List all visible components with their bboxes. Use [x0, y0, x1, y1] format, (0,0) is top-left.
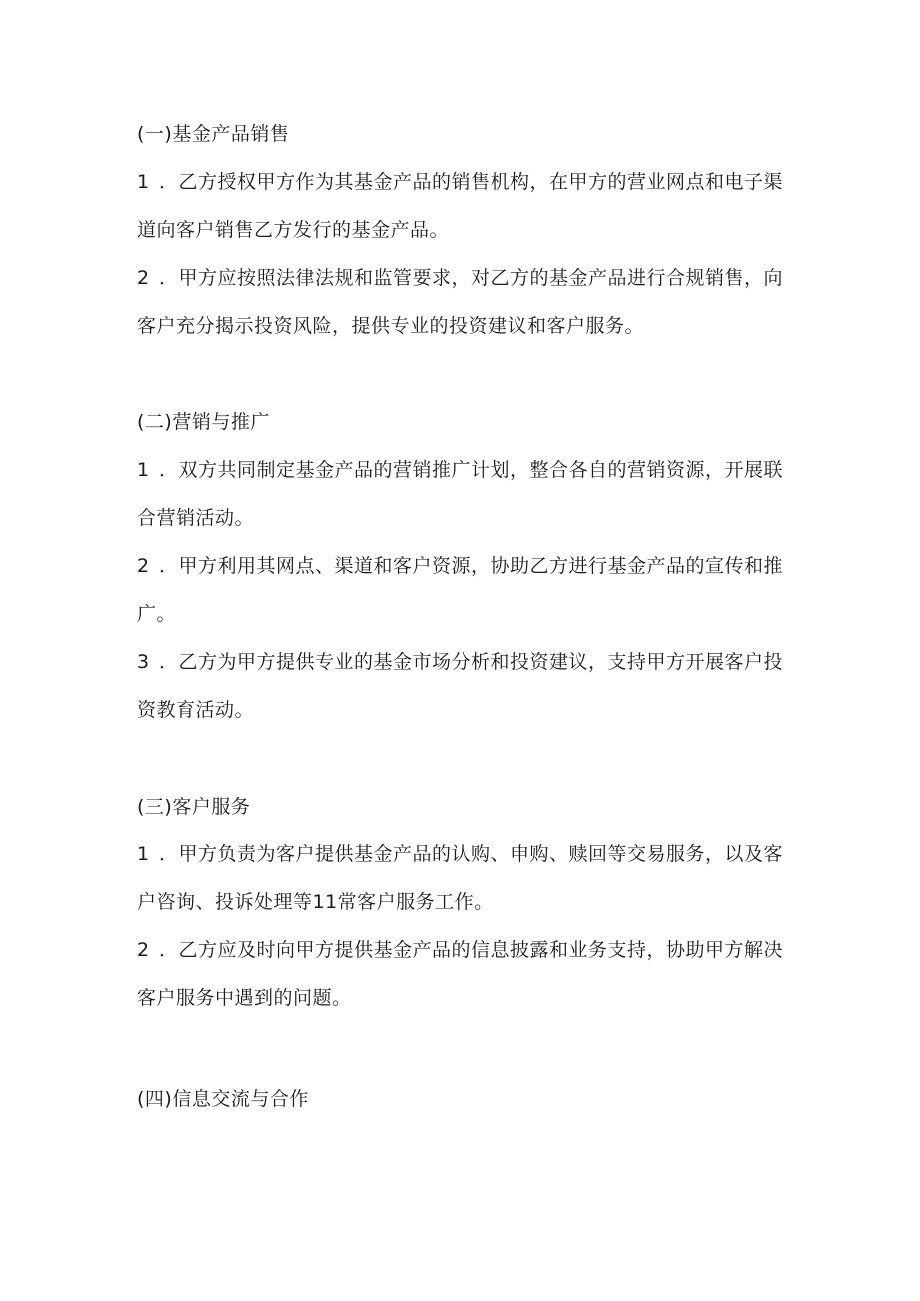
item-number: 1 [137, 843, 150, 865]
item-number: 2 [137, 267, 150, 289]
section-heading-2: (二)营销与推广 [137, 411, 270, 433]
item-text: ．甲方负责为客户提供基金产品的认购、申购、赎回等交易服务，以及客户咨询、投诉处理等11常客户服务工作。 [137, 843, 784, 913]
item-text: ．双方共同制定基金产品的营销推广计划，整合各自的营销资源，开展联合营销活动。 [137, 459, 784, 529]
item-number: 1 [137, 171, 150, 193]
section-heading-4: (四)信息交流与合作 [137, 1088, 309, 1110]
section-2-item-2 [137, 542, 787, 638]
section-3-item-2 [137, 926, 787, 1022]
section-heading-1: (一)基金产品销售 [137, 123, 290, 145]
item-text: ．甲方利用其网点、渠道和客户资源，协助乙方进行基金产品的宣传和推广。 [137, 555, 784, 625]
item-number: 2 [137, 555, 150, 577]
item-text: ．乙方应及时向甲方提供基金产品的信息披露和业务支持，协助甲方解决客户服务中遇到的问题。 [137, 939, 784, 1009]
item-number: 3 [137, 651, 150, 673]
section-3-item-1 [137, 830, 787, 926]
item-text: ．乙方为甲方提供专业的基金市场分析和投资建议，支持甲方开展客户投资教育活动。 [137, 651, 784, 721]
section-2-item-3 [137, 638, 787, 734]
section-1-item-1 [137, 158, 787, 254]
section-1-item-2 [137, 254, 787, 350]
item-text: ．乙方授权甲方作为其基金产品的销售机构，在甲方的营业网点和电子渠道向客户销售乙方发行的基金产品。 [137, 171, 784, 241]
item-text: ．甲方应按照法律法规和监管要求，对乙方的基金产品进行合规销售，向客户充分揭示投资风险，提供专业的投资建议和客户服务。 [137, 267, 784, 337]
item-number: 2 [137, 939, 150, 961]
item-number: 1 [137, 459, 150, 481]
section-heading-3: (三)客户服务 [137, 796, 251, 818]
section-2-item-1 [137, 446, 787, 542]
